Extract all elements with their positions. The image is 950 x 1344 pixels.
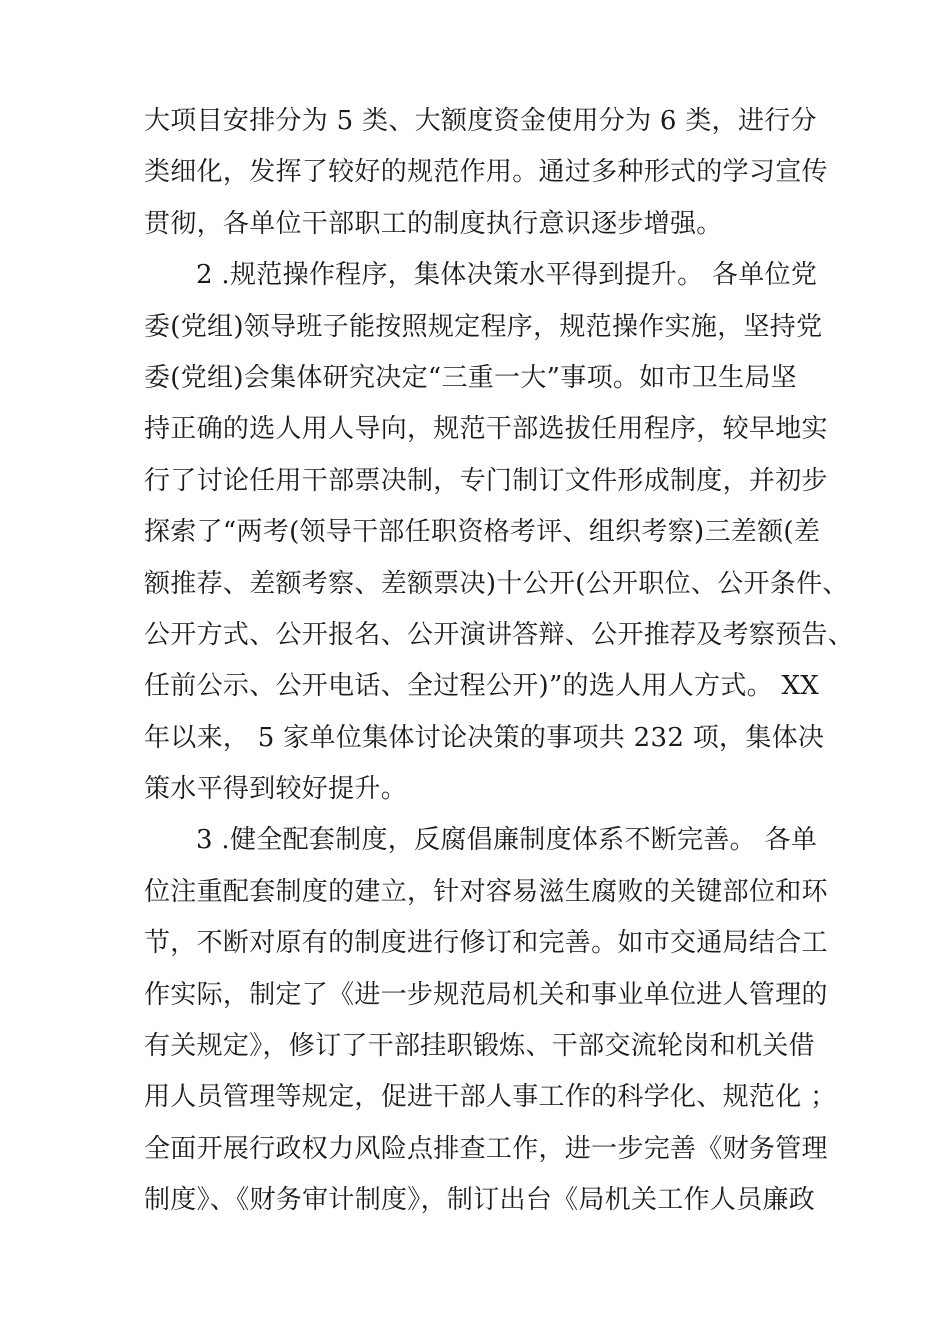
body-text: [144, 96, 855, 1227]
text-line: 年以来， 5 家单位集体讨论决策的事项共 232 项，集体决: [144, 722, 825, 753]
text-line: 大项目安排分为 5 类、大额度资金使用分为 6 类，进行分: [144, 106, 817, 136]
text-line: 有关规定》，修订了干部挂职锻炼、干部交流轮岗和机关借: [144, 1031, 815, 1062]
text-line: 探索了“两考(领导干部任职资格考评、组织考察)三差额(差: [144, 517, 821, 548]
paragraph-heading-2: 2 .规范操作程序，集体决策水平得到提升。 各单位党: [196, 260, 818, 291]
text-line: 节，不断对原有的制度进行修订和完善。如市交通局结合工: [144, 928, 828, 959]
text-line: 全面开展行政权力风险点排查工作，进一步完善《财务管理: [144, 1133, 828, 1164]
text-line: 用人员管理等规定，促进干部人事工作的科学化、规范化 ；: [144, 1082, 837, 1113]
text-line: 策水平得到较好提升。: [144, 774, 408, 805]
text-line: 位注重配套制度的建立，针对容易滋生腐败的关键部位和环: [144, 876, 828, 907]
text-line: 作实际，制定了《进一步规范局机关和事业单位进人管理的: [144, 979, 828, 1010]
text-line: 行了讨论任用干部票决制，专门制订文件形成制度，并初步: [144, 465, 828, 496]
text-line: 类细化，发挥了较好的规范作用。通过多种形式的学习宣传: [144, 157, 828, 188]
text-line: 公开方式、公开报名、公开演讲答辩、公开推荐及考察预告、: [144, 619, 855, 650]
text-line: 额推荐、差额考察、差额票决)十公开(公开职位、公开条件、: [144, 568, 849, 599]
paragraph-heading-3: 3 .健全配套制度，反腐倡廉制度体系不断完善。 各单: [196, 825, 818, 856]
text-line: 委(党组)会集体研究决定“三重一大”事项。如市卫生局坚: [144, 362, 797, 393]
text-line: 持正确的选人用人导向，规范干部选拔任用程序，较早地实: [144, 414, 828, 445]
text-line: 制度》、《财务审计制度》，制订出台《局机关工作人员廉政: [144, 1185, 816, 1216]
text-line: 委(党组)领导班子能按照规定程序，规范操作实施，坚持党: [144, 311, 823, 342]
text-line: 贯彻，各单位干部职工的制度执行意识逐步增强。: [144, 208, 723, 239]
text-line: 任前公示、公开电话、全过程公开)”的选人用人方式。 XX: [144, 671, 820, 702]
